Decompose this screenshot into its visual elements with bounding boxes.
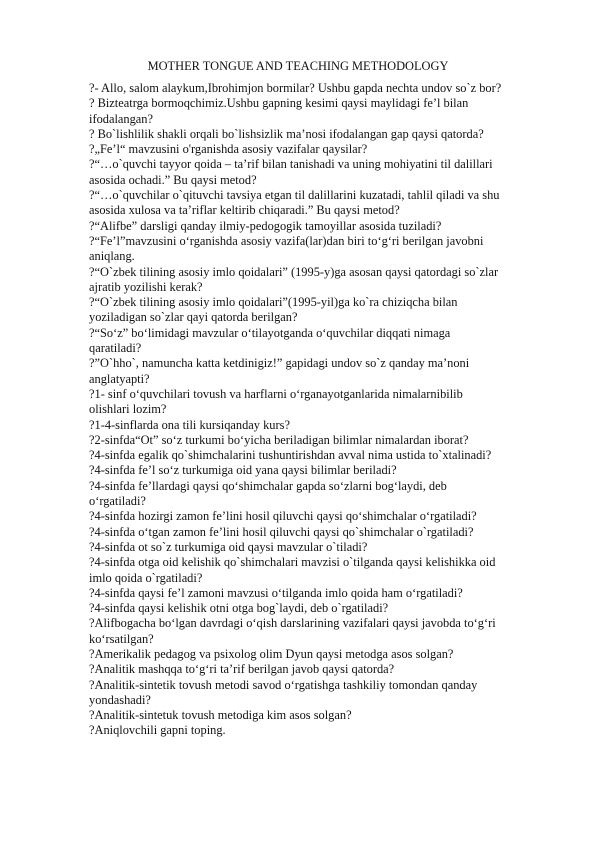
question-line: ?4-sinfda qaysi fe’l zamoni mavzusi o‘tilganda imlo qoida ham o‘rgatiladi? <box>89 585 463 600</box>
question-line: olishlari lozim? <box>89 402 167 417</box>
question-line: ?4-sinfda otga oid kelishik qo`shimchalari mavzisi o`tilganda qaysi kelishikka oid <box>89 555 496 570</box>
document-title: MOTHER TONGUE AND TEACHING METHODOLOGY <box>147 59 449 73</box>
question-line: ?4-sinfda fe’llardagi qaysi qo‘shimchalar gapda so‘zlarni bog‘laydi, deb <box>89 478 447 493</box>
question-line: ifodalangan? <box>89 111 153 126</box>
question-line: qaratiladi? <box>89 341 142 356</box>
question-line: ?4-sinfda fe’l so‘z turkumiga oid yana qaysi bilimlar beriladi? <box>89 463 397 478</box>
question-line: ?4-sinfda egalik qo`shimchalarini tushuntirishdan avval nima ustida to`xtalinadi? <box>89 448 492 463</box>
question-line: ?- Allo, salom alaykum,Ibrohimjon bormilar? Ushbu gapda nechta undov so`z bor? <box>89 81 502 95</box>
question-line: ?2-sinfda“Ot” so‘z turkumi bo‘yicha beriladigan bilimlar nimalardan iborat? <box>89 432 469 447</box>
question-line: yondashadi? <box>89 692 151 707</box>
question-line: ?Amerikalik pedagog va psixolog olim Dyun qaysi metodga asos solgan? <box>89 646 454 661</box>
question-line: ?Analitik-sintetuk tovush metodiga kim asos solgan? <box>89 708 352 723</box>
question-line: ?Alifbogacha bo‘lgan davrdagi o‘qish darslarining vazifalari qaysi javobda to‘g‘ri <box>89 616 496 631</box>
question-line: ko‘rsatilgan? <box>89 631 154 646</box>
question-list <box>89 81 569 739</box>
question-line: ajratib yozilishi kerak? <box>89 279 203 294</box>
question-line: ? Bizteatrga bormoqchimiz.Ushbu gapning kesimi qaysi maylidagi fe’l bilan <box>89 96 469 111</box>
question-line: ?“O`zbek tilining asosiy imlo qoidalari” (1995-y)ga asosan qaysi qatordagi so`zlar <box>89 264 499 279</box>
question-line: anglatyapti? <box>89 371 150 386</box>
question-line: ?4-sinfda o‘tgan zamon fe’lini hosil qiluvchi qaysi qo`shimchalar o`rgatiladi? <box>89 524 474 539</box>
question-line: imlo qoida o`rgatiladi? <box>89 570 203 585</box>
question-line: ?„Fe’l“ mavzusini o'rganishda asosiy vazifalar qaysilar? <box>89 142 368 157</box>
question-line: ?Analitik mashqqa to‘g‘ri ta’rif berilgan javob qaysi qatorda? <box>89 662 395 677</box>
question-line: ?“…o`quvchi tayyor qoida – ta’rif bilan tanishadi va uning mohiyatini til dalillari <box>89 157 493 172</box>
question-line: asosida ochadi.” Bu qaysi metod? <box>89 172 257 187</box>
question-line: ?“So‘z” bo‘limidagi mavzular o‘tilayotganda o‘quvchilar diqqati nimaga <box>89 325 451 340</box>
question-line: o‘rgatiladi? <box>89 494 146 509</box>
question-line: ?Aniqlovchili gapni toping. <box>89 723 226 738</box>
question-line: ?“O`zbek tilining asosiy imlo qoidalari”(1995-yil)ga ko`ra chiziqcha bilan <box>89 295 458 310</box>
question-line: ?“Alifbe” darsligi qanday ilmiy-pedogogik tamoyillar asosida tuziladi? <box>89 218 442 233</box>
question-line: ?“Fe’l”mavzusini o‘rganishda asosiy vazifa(lar)dan biri to‘g‘ri berilgan javobni <box>89 233 484 248</box>
question-line: ?4-sinfda hozirgi zamon fe’lini hosil qiluvchi qaysi qo‘shimchalar o‘rgatiladi? <box>89 509 477 524</box>
question-line: ?1-4-sinflarda ona tili kursiqanday kurs? <box>89 417 290 432</box>
question-line: ?4-sinfda qaysi kelishik otni otga bog`laydi, deb o`rgatiladi? <box>89 601 389 616</box>
question-line: yoziladigan so`zlar qayi qatorda berilgan? <box>89 310 298 325</box>
question-line: ? Bo`lishlilik shakli orqali bo`lishsizlik ma’nosi ifodalangan gap qaysi qatorda? <box>89 126 484 141</box>
question-line: ?“…o`quvchilar o`qituvchi tavsiya etgan til dalillarini kuzatadi, tahlil qiladi va shu <box>89 188 500 203</box>
question-line: ?Analitik-sintetik tovush metodi savod o‘rgatishga tashkiliy tomondan qanday <box>89 677 478 692</box>
question-line: aniqlang. <box>89 249 135 264</box>
question-line: ?”O`hho`, namuncha katta ketdinigiz!” gapidagi undov so`z qanday ma’noni <box>89 356 470 371</box>
question-line: ?4-sinfda ot so`z turkumiga oid qaysi mavzular o`tiladi? <box>89 539 368 554</box>
question-line: asosida xulosa va ta’riflar keltirib chiqaradi.” Bu qaysi metod? <box>89 203 400 218</box>
question-line: ?1- sinf o‘quvchilari tovush va harflarni o‘rganayotganlarida nimalarnibilib <box>89 386 463 401</box>
